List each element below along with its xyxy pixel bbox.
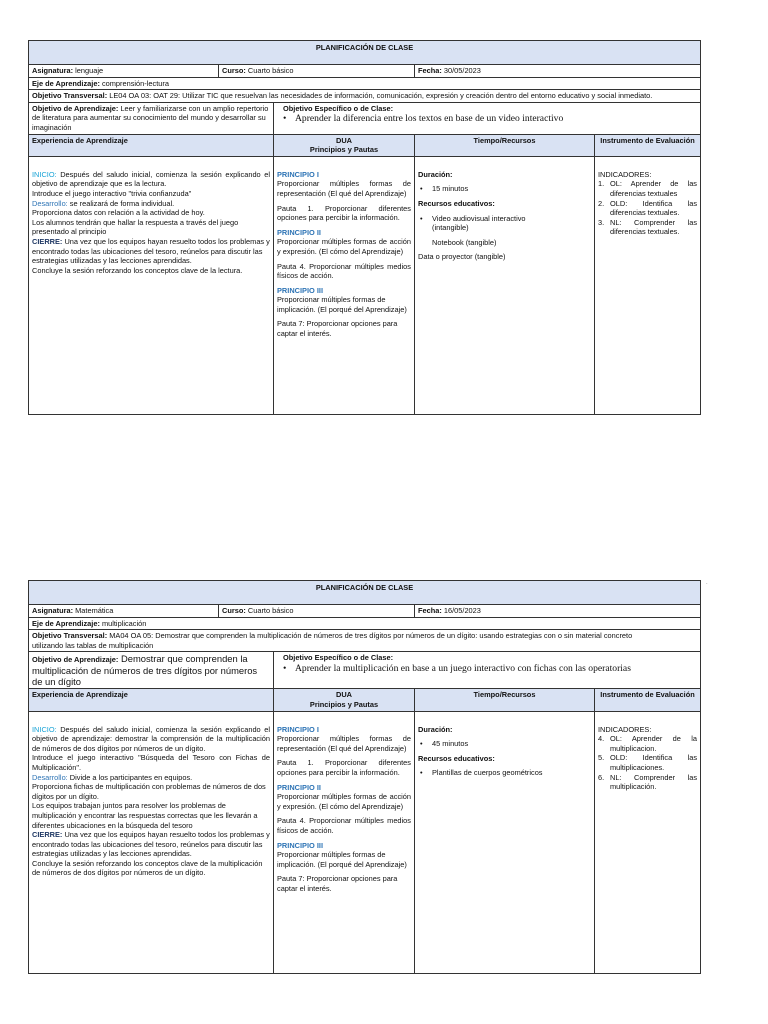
- lesson-plan-2: [28, 580, 701, 974]
- principio-2-title: PRINCIPIO II: [277, 227, 321, 237]
- experiencia-cell: INICIO: Después del saludo inicial, comienza la sesión explicando el objetivo de aprendizaje que es la lectura. Introduce el juego interactivo "trivia confianzuda" Desarrollo: se realizará de forma individual. Proporciona datos con relación a la actividad de hoy. Los alumnos tendrán que hallar la respuesta a través del juego presentado al principio CIERRE: Una vez que los equipos hayan resuelto todos los problemas y encontrado todas las ubicaciones del tesoro, reúnelos para discutir las estrategias utilizadas y las lecciones aprendidas. Concluye la sesión reforzando los conceptos clave de la lectura.: [29, 156, 274, 414]
- duracion-label: Duración:: [418, 724, 453, 734]
- eje-value: multiplicación: [101, 618, 147, 628]
- indicador-item: 1. OL: Aprender de las diferencias textuales: [598, 179, 698, 198]
- principio-2-title: PRINCIPIO II: [277, 782, 321, 792]
- indicador-item: 3. NL: Comprender las diferencias textuales.: [598, 217, 698, 237]
- lesson-plan-1: [28, 40, 701, 415]
- obj-especifico-value: • Aprender la multiplicación en base a un juego interactivo con fichas con las operatorias: [281, 663, 697, 674]
- obj-especifico-cell: Objetivo Específico o de Clase: • Aprender la multiplicación en base a un juego interactivo con fichas con las operatorias: [274, 652, 701, 689]
- curso-value: Cuarto básico: [247, 66, 294, 75]
- plan-title: PLANIFICACIÓN DE CLASE: [29, 581, 701, 605]
- col-instrumento-header: Instrumento de Evaluación: [595, 134, 701, 156]
- recurso-item: • Plantillas de cuerpos geométricos: [418, 768, 552, 778]
- tiempo-cell: [415, 156, 595, 414]
- asignatura-value: lenguaje: [75, 66, 104, 75]
- principio-3-title: PRINCIPIO III: [277, 285, 323, 295]
- indicador-item: 6. NL: Comprender las multiplicación.: [598, 772, 698, 792]
- curso-cell: Curso: Cuarto básico: [219, 65, 415, 78]
- transversal-extra: utilizando las tablas de multiplicación: [32, 640, 154, 650]
- fecha-value: 16/05/2023: [443, 606, 481, 615]
- fecha-value: 30/05/2023: [443, 66, 481, 75]
- dua-cell: PRINCIPIO I Proporcionar múltiples formas de representación (El qué del Aprendizaje) Pauta 1. Proporcionar diferentes opciones para percibir la información. PRINCIPIO II Proporcionar múltiples formas de acción y expresión. (El cómo del Aprendizaje) Pauta 4. Proporcionar múltiples medios físicos de acción. PRINCIPIO III Proporcionar múltiples formas de implicación. (El porqué del Aprendizaje) Pauta 7: Proporcionar opciones para captar el interés.: [274, 711, 415, 973]
- recursos-label: Recursos educativos:: [418, 753, 495, 763]
- indicador-item: 5. OLD: Identifica las multiplicaciones.: [598, 753, 698, 772]
- obj-especifico-value: • Aprender la diferencia entre los textos en base de un video interactivo: [281, 113, 697, 124]
- eje-value: comprensión-lectura: [101, 78, 169, 88]
- recurso-notebook: Notebook (tangible): [432, 237, 497, 247]
- duracion-value: • 45 minutos: [418, 739, 591, 749]
- duracion-value: • 15 minutos: [418, 184, 591, 194]
- transversal-cell: Objetivo Transversal: MA04 OA 05: Demostrar que comprenden la multiplicación de números de tres dígitos por números de un dígito: usando estrategias con o sin material concreto utilizando las tablas de multiplicación: [29, 630, 701, 652]
- fecha-cell: Fecha: 30/05/2023: [415, 65, 701, 78]
- obj-aprendizaje-value: Leer y familiarizarse con un amplio repertorio de literatura para aumentar su conocimiento del mundo y desarrollar su imaginación: [32, 103, 269, 132]
- plan-title: PLANIFICACIÓN DE CLASE: [29, 41, 701, 65]
- instrumento-cell: [595, 156, 701, 414]
- col-tiempo-header: Tiempo/Recursos: [415, 689, 595, 711]
- inicio-label: INICIO:: [32, 169, 57, 179]
- indicadores-label: INDICADORES:: [598, 724, 652, 734]
- obj-aprendizaje-cell: Objetivo de Aprendizaje: Demostrar que comprenden la multiplicación de números de tres dígitos por números de un dígito: [29, 652, 274, 689]
- experiencia-cell: INICIO: Después del saludo inicial, comienza la sesión explicando el objetivo de aprendizaje: demostrar la comprensión de la multiplicación de números de dos dígitos por números de un dígito. Introduce el juego interactivo "Búsqueda del Tesoro con Fichas de Multiplicación". Desarrollo: Divide a los participantes en equipos. Proporciona fichas de multiplicación con problemas de números de dos dígitos por un dígito. Los equipos trabajan juntos para resolver los problemas de multiplicación y encontrar las respuestas correctas que les llevarán a diferentes ubicaciones en la búsqueda del tesoro CIERRE: Una vez que los equipos hayan resuelto todos los problemas y encontrado todas las ubicaciones del tesoro, reúnelos para discutir las estrategias utilizadas y las lecciones aprendidas. Concluye la sesión reforzando los conceptos clave de la multiplicación de números de dos dígitos por números de un dígito.: [29, 711, 274, 973]
- col-tiempo-header: Tiempo/Recursos: [415, 134, 595, 156]
- asignatura-cell: Asignatura: lenguaje: [29, 65, 219, 78]
- stray-mark: .: [706, 580, 708, 586]
- instrumento-cell: [595, 711, 701, 973]
- desarrollo-label: Desarrollo:: [32, 772, 68, 782]
- transversal-cell: Objetivo Transversal: LE04 OA 03: OAT 29: Utilizar TIC que resuelvan las necesidades de información, comunicación, expresión y creación dentro del entorno educativo y social inmediato.: [29, 90, 701, 103]
- asignatura-value: Matemática: [75, 606, 114, 615]
- duracion-label: Duración:: [418, 169, 453, 179]
- eje-cell: Eje de Aprendizaje: comprensión-lectura: [29, 77, 701, 90]
- indicadores-label: INDICADORES:: [598, 169, 652, 179]
- curso-value: Cuarto básico: [247, 606, 294, 615]
- col-dua-header: DUA Principios y Pautas: [274, 134, 415, 156]
- principio-3-title: PRINCIPIO III: [277, 840, 323, 850]
- fecha-cell: Fecha: 16/05/2023: [415, 605, 701, 618]
- obj-aprendizaje-value: Demostrar que comprenden la multiplicación de números de tres dígitos por números de un dígito: [32, 653, 258, 688]
- cierre-label: CIERRE:: [32, 236, 63, 246]
- transversal-value: MA04 OA 05: Demostrar que comprenden la multiplicación de números de tres dígitos por números de un dígito: usando estrategias con o sin material concreto: [109, 631, 633, 641]
- col-experiencia-header: Experiencia de Aprendizaje: [29, 134, 274, 156]
- indicador-item: 2. OLD: Identifica las diferencias textuales.: [598, 198, 698, 218]
- transversal-value: LE04 OA 03: OAT 29: Utilizar TIC que resuelvan las necesidades de información, comunicación, expresión y creación dentro del entorno educativo y social inmediato.: [109, 91, 653, 101]
- desarrollo-label: Desarrollo:: [32, 198, 68, 208]
- col-experiencia-header: Experiencia de Aprendizaje: [29, 689, 274, 711]
- recurso-item: • Video audiovisual interactivo (intangible): [418, 214, 527, 233]
- curso-cell: Curso: Cuarto básico: [219, 605, 415, 618]
- asignatura-cell: Asignatura: Matemática: [29, 605, 219, 618]
- col-instrumento-header: Instrumento de Evaluación: [595, 689, 701, 711]
- obj-especifico-cell: Objetivo Específico o de Clase: • Aprender la diferencia entre los textos en base de un video interactivo: [274, 102, 701, 134]
- recurso-data: Data o proyector (tangible): [418, 252, 506, 262]
- cierre-label: CIERRE:: [32, 830, 63, 840]
- indicador-item: 4. OL: Aprender de la multiplicacion.: [598, 734, 698, 753]
- principio-1-title: PRINCIPIO I: [277, 724, 319, 734]
- eje-cell: Eje de Aprendizaje: multiplicación: [29, 617, 701, 630]
- recursos-label: Recursos educativos:: [418, 198, 495, 208]
- col-dua-header: DUA Principios y Pautas: [274, 689, 415, 711]
- dua-cell: PRINCIPIO I Proporcionar múltiples formas de representación (El qué del Aprendizaje) Pauta 1. Proporcionar diferentes opciones para percibir la información. PRINCIPIO II Proporcionar múltiples formas de acción y expresión. (El cómo del Aprendizaje) Pauta 4. Proporcionar múltiples medios físicos de acción. PRINCIPIO III Proporcionar múltiples formas de implicación. (El porqué del Aprendizaje) Pauta 7: Proporcionar opciones para captar el interés.: [274, 156, 415, 414]
- obj-aprendizaje-cell: Objetivo de Aprendizaje: Leer y familiarizarse con un amplio repertorio de literatura para aumentar su conocimiento del mundo y desarrollar su imaginación: [29, 102, 274, 134]
- tiempo-cell: [415, 711, 595, 973]
- inicio-label: INICIO:: [32, 724, 57, 734]
- principio-1-title: PRINCIPIO I: [277, 169, 319, 179]
